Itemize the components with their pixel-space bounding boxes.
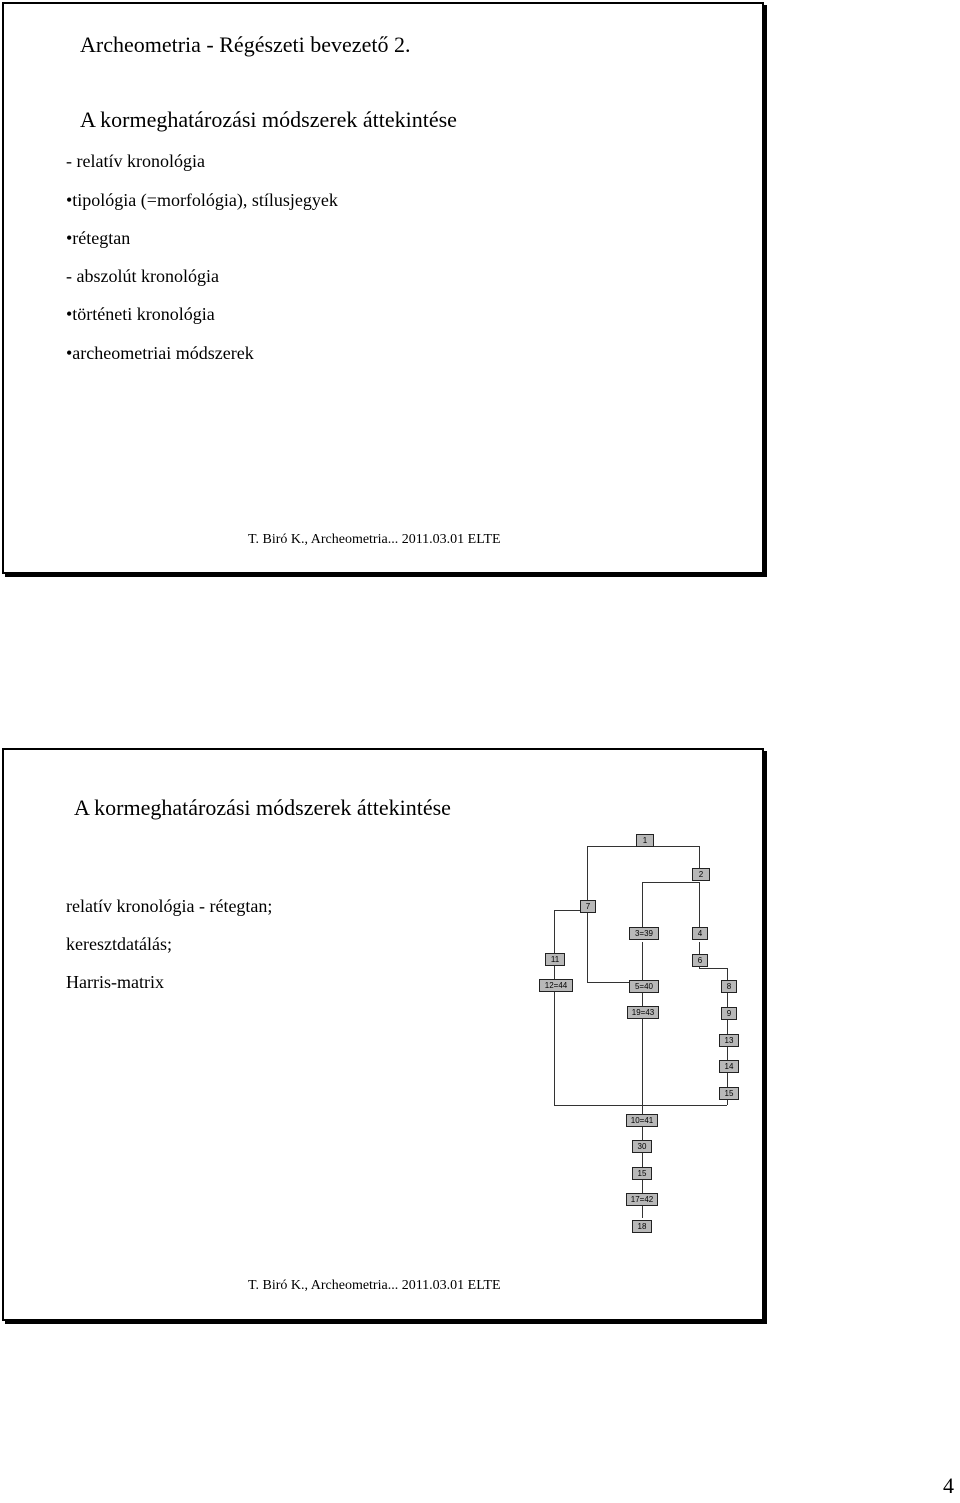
matrix-node: 12=44 [539,979,573,992]
bullet-line: - abszolút kronológia [66,266,219,286]
bullet-line: •tipológia (=morfológia), stílusjegyek [66,190,338,210]
bullet-line: - relatív kronológia [66,151,205,171]
matrix-node: 9 [721,1007,737,1020]
matrix-node: 7 [580,900,596,913]
matrix-node: 17=42 [626,1193,658,1206]
bullet-line: •rétegtan [66,228,131,248]
matrix-node: 4 [692,927,708,940]
matrix-node: 18 [632,1220,652,1233]
matrix-node: 2 [692,868,710,881]
matrix-node: 10=41 [626,1114,658,1127]
matrix-node: 3=39 [629,927,659,940]
text-line: relatív kronológia - rétegtan; [66,896,273,916]
matrix-node: 13 [719,1034,739,1047]
matrix-node: 8 [721,980,737,993]
slide-2 [2,748,764,1321]
slide-footer: T. Biró K., Archeometria... 2011.03.01 ELTE [248,1278,501,1293]
matrix-node: 6 [692,954,708,967]
matrix-node: 15 [719,1087,739,1100]
slide-title: A kormeghatározási módszerek áttekintése [74,795,451,820]
matrix-node: 30 [632,1140,652,1153]
slide-1 [2,2,764,574]
matrix-node: 5=40 [629,980,659,993]
slide-footer: T. Biró K., Archeometria... 2011.03.01 ELTE [248,532,501,547]
slide-header: Archeometria - Régészeti bevezető 2. [80,32,411,57]
matrix-node: 14 [719,1060,739,1073]
text-line: Harris-matrix [66,972,164,992]
slide-title: A kormeghatározási módszerek áttekintése [80,107,457,132]
page-number: 4 [943,1473,954,1498]
matrix-node: 19=43 [627,1006,659,1019]
text-line: keresztdatálás; [66,934,172,954]
bullet-line: •archeometriai módszerek [66,343,254,363]
matrix-node: 15 [632,1167,652,1180]
harris-matrix-diagram [534,838,749,1238]
matrix-node: 11 [545,953,565,966]
matrix-node: 1 [636,834,654,847]
bullet-line: •történeti kronológia [66,304,215,324]
